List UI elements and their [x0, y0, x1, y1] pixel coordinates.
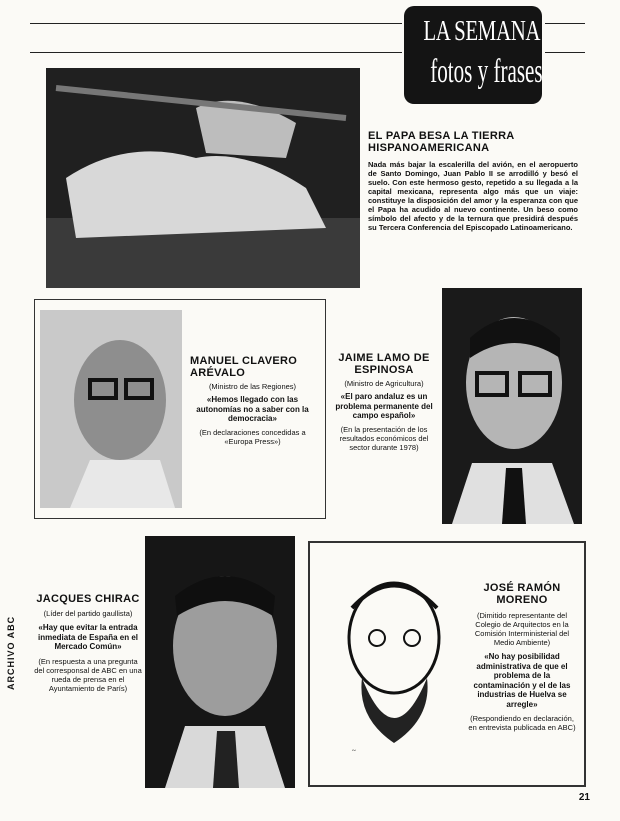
chirac-name: JACQUES CHIRAC: [36, 593, 140, 605]
top-rule-4: [545, 52, 585, 53]
clavero-photo: [40, 310, 182, 508]
section-subtitle: fotos y frases: [430, 53, 543, 90]
svg-text:~: ~: [352, 747, 356, 755]
top-rule-1: [30, 23, 402, 24]
chirac-role: (Líder del partido gaullista): [43, 609, 133, 618]
moreno-caricature: [322, 568, 462, 763]
clavero-text: [190, 355, 315, 446]
clavero-source: (En declaraciones concedidas a «Europa Press»): [199, 427, 306, 446]
papa-body: Nada más bajar la escalerilla del avión, en el aeropuerto de Santo Domingo, Juan Pablo II se arrodilló y besó el suelo. Con este hermoso gesto, repetido a su llegada a la capital mexicana, representa algo más que un viaje: constituye la disposición del amor y la esperanza con que el Papa ha acudido al nuevo continente. Un beso como símbolo del afecto y de la ternura que presidirá después su Tercera Conferencia del Episcopado Latinoamericano.: [368, 160, 578, 232]
chirac-text: [34, 593, 142, 693]
moreno-drawing: [322, 568, 462, 763]
papa-text-block: [368, 130, 578, 232]
page-number: 21: [578, 792, 590, 803]
moreno-name: JOSÉ RAMÓN MORENO: [483, 582, 561, 606]
lamo-text: [330, 352, 438, 452]
moreno-source: (Respondiendo en declaración, en entrevista publicada en ABC): [468, 714, 576, 732]
clavero-name: MANUEL CLAVERO ARÉVALO: [190, 355, 298, 379]
top-rule-3: [545, 23, 585, 24]
moreno-role: (Dimitido representante del Colegio de Arquitectos en la Comisión Interministerial del Medio Ambiente): [474, 611, 570, 647]
papa-photo: [46, 68, 360, 288]
section-title: LA SEMANA: [423, 15, 541, 47]
lamo-portrait: [442, 288, 582, 524]
section-masthead: [404, 6, 542, 104]
papa-headline: EL PAPA BESA LA TIERRA HISPANOAMERICANA: [368, 130, 515, 154]
lamo-quote: «El paro andaluz es un problema permanente del campo español»: [335, 392, 433, 420]
papa-photo-illustration: [46, 68, 360, 288]
moreno-text: [468, 582, 576, 732]
lamo-role: (Ministro de Agricultura): [344, 379, 424, 388]
clavero-role: (Ministro de las Regiones): [208, 382, 297, 391]
lamo-source: (En la presentación de los resultados económicos del sector durante 1978): [339, 424, 429, 452]
lamo-name: JAIME LAMO DE ESPINOSA: [338, 352, 430, 376]
lamo-photo: [442, 288, 582, 524]
archive-label: ARCHIVO ABC: [6, 615, 16, 690]
moreno-quote: «No hay posibilidad administrativa de que el problema de la contaminación y el de las industrias de Huelva se arregle»: [473, 652, 571, 709]
chirac-portrait: [145, 536, 295, 788]
chirac-photo: [145, 536, 295, 788]
chirac-source: (En respuesta a una pregunta del corresponsal de ABC en una rueda de prensa en el Ayuntamiento de París): [34, 656, 142, 693]
chirac-quote: «Hay que evitar la entrada inmediata de España en el Mercado Común»: [37, 623, 139, 651]
top-rule-2: [30, 52, 402, 53]
clavero-quote: «Hemos llegado con las autonomías no a saber con la democracia»: [196, 395, 309, 423]
clavero-portrait: [40, 310, 182, 508]
